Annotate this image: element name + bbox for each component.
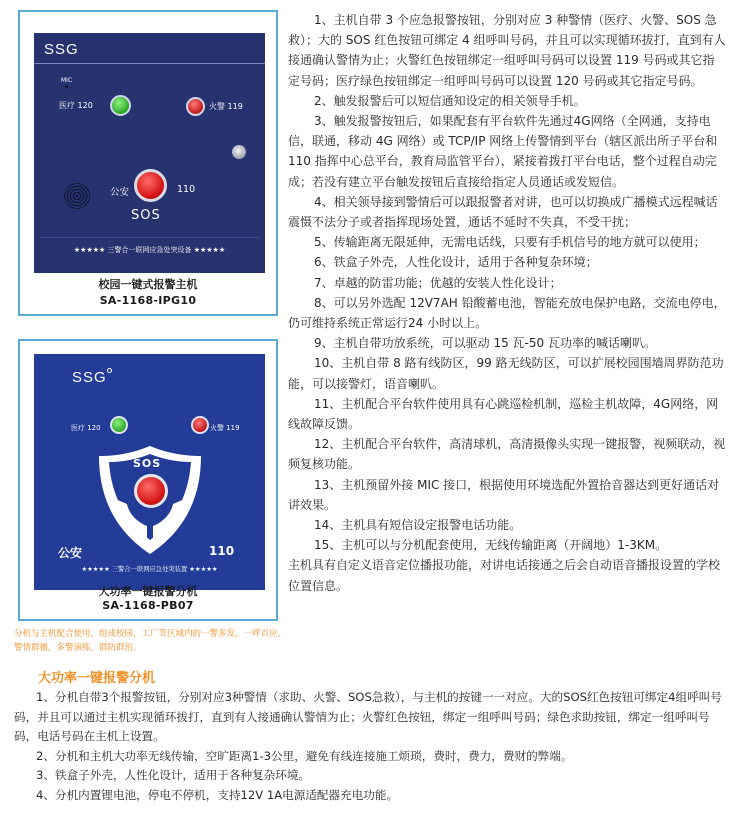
sub-feature-item: 4、分机内置锂电池，停电不停机，支持12V 1A电源适配器充电功能。 [36, 787, 399, 802]
sos-label: SOS [133, 457, 162, 470]
feature-item: 14、主机具有短信设定报警电话功能。 [314, 518, 522, 533]
main-unit-name: 校园一键式报警主机 [98, 278, 198, 291]
main-unit-panel [34, 33, 265, 273]
feature-item: 8、可以另外选配 12V7AH 铅酸蓄电池，智能充放电保护电路，交流电停电，仍可维持系统正常运行24 小时以上。 [288, 295, 726, 331]
police-label: 公安 [110, 187, 130, 198]
feature-item: 4、相关领导接到警情后可以跟报警者对讲，也可以切换成广播模式远程喊话震慑不法分子或者指挥现场处置，通话不延时不失真，不受干扰； [288, 194, 718, 230]
feature-item: 12、主机配合平台软件，高清球机，高清摄像头实现一键报警，视频联动，视频复核功能。 [288, 437, 726, 472]
police-number: 110 [177, 184, 196, 195]
fire-label: 火警 119 [210, 424, 240, 432]
usage-note: 分机与主机配合使用，组成校园，工厂等区域内的一警多发，一呼百应，警情群播，多警演练，群防群治。 [14, 629, 287, 653]
extension-unit-features [14, 688, 724, 806]
brand-logo: SSG [72, 369, 107, 386]
alarm-strip-text: ★★★★★ 三警合一联网应急处突装置 ★★★★★ [81, 566, 218, 573]
fire-label: 火警 119 [209, 102, 243, 111]
feature-item: 主机具有自定义语音定位播报功能，对讲电话接通之后会自动语音播报设置的学校位置信息。 [288, 558, 721, 593]
sub-feature-item: 1、分机自带3个报警按钮，分别对应3种警情（求助、火警、SOS急救），与主机的按键一一对应。大的SOS红色按钮可绑定4组呼叫号码，并且可以通过主机实现循环拔打，直到有人接通确认警情为止；火警红色按钮，绑定一组呼叫号码；绿色求助按钮，绑定一组呼叫号码，电话号码在主机上设置。 [14, 690, 722, 744]
medical-button[interactable] [110, 416, 128, 434]
extension-unit-card [18, 339, 278, 621]
extension-unit-panel [34, 354, 265, 590]
feature-item: 3、触发报警按钮后，如果配套有平台软件先通过4G网络（全网通，支持电信，联通，移动 4G 网络）或 TCP/IP 网络上传警情到平台（辖区派出所子平台和 110 指挥中心总平台，教育局监管平台），紧接着拨打平台电话，整个过程自动完成；若没有建立平台触发按钮后直接给指定人员通话或发短信。 [288, 114, 718, 189]
feature-item: 5、传输距离无限延伸，无需电话线，只要有手机信号的地方就可以使用； [314, 235, 706, 250]
sub-feature-item: 3、铁盒子外壳，人性化设计，适用于各种复杂环境。 [36, 768, 311, 783]
feature-item: 7、卓越的防雷功能；优越的安装人性化设计； [314, 275, 562, 290]
strip-divider [40, 237, 259, 238]
section-title: 大功率一键报警分机 [38, 671, 156, 686]
feature-item: 15、主机可以与分机配套使用，无线传输距离（开阔地）1-3KM。 [314, 538, 668, 553]
sos-button[interactable] [134, 169, 167, 202]
medical-label: 医疗 120 [71, 424, 101, 432]
sos-button[interactable] [134, 474, 168, 508]
mic-label: MIC [61, 77, 73, 84]
feature-item: 9、主机自带功放系统，可以驱动 15 瓦-50 瓦功率的喊话喇叭。 [314, 336, 656, 351]
extension-unit-model: SA-1168-PB07 [102, 599, 194, 612]
feature-item: 1、主机自带 3 个应急报警按钮，分别对应 3 种警情（医疗、火警、SOS 急救）；大的 SOS 红色按钮可绑定 4 组呼叫号码，并且可以实现循环拔打，直到有人接通确认警情为止；火警红色按钮绑定一组呼叫号码可以设置 119 号码或其它指定号码；医疗绿色按钮绑定一组呼叫号码可以设置 120 号码或其它指定号码。 [288, 13, 726, 88]
alarm-strip-text: ★★★★★ 三警合一联网应急处突设备 ★★★★★ [73, 246, 226, 254]
medical-label: 医疗 120 [59, 101, 93, 110]
brand-divider [34, 63, 265, 64]
speaker-grille-icon [64, 183, 90, 209]
registered-mark-icon [107, 368, 112, 373]
feature-item: 6、铁盒子外壳，人性化设计，适用于各种复杂环境； [314, 255, 598, 270]
police-number: 110 [209, 544, 235, 558]
feature-item: 11、主机配合平台软件使用具有心跳巡检机制，巡检主机故障，4G网络，网线故障反馈。 [288, 396, 719, 432]
key-lock-icon[interactable] [232, 145, 246, 159]
sub-feature-item: 2、分机和主机大功率无线传输，空旷距离1-3公里，避免有线连接施工烦琐，费时，费力，费财的弊端。 [36, 748, 573, 763]
fire-button[interactable] [191, 416, 209, 434]
brand-logo: SSG [44, 41, 79, 58]
police-label: 公安 [58, 546, 83, 560]
medical-button[interactable] [110, 95, 131, 116]
mic-hole [65, 85, 68, 88]
feature-item: 2、触发报警后可以短信通知设定的相关领导手机。 [314, 93, 586, 108]
extension-unit-name: 大功率一键报警分机 [98, 585, 198, 598]
sos-label: SOS [131, 208, 161, 223]
feature-item: 13、主机预留外接 MIC 接口，根据使用环境选配外置拾音器达到更好通话对讲效果。 [288, 477, 720, 512]
main-unit-card [18, 10, 278, 316]
main-unit-model: SA-1168-IPG10 [99, 294, 197, 307]
feature-item: 10、主机自带 8 路有线防区，99 路无线防区，可以扩展校园围墙周界防范功能，可以接警灯，语音喇叭。 [288, 356, 724, 391]
main-unit-features [288, 10, 726, 596]
fire-button[interactable] [186, 97, 205, 116]
